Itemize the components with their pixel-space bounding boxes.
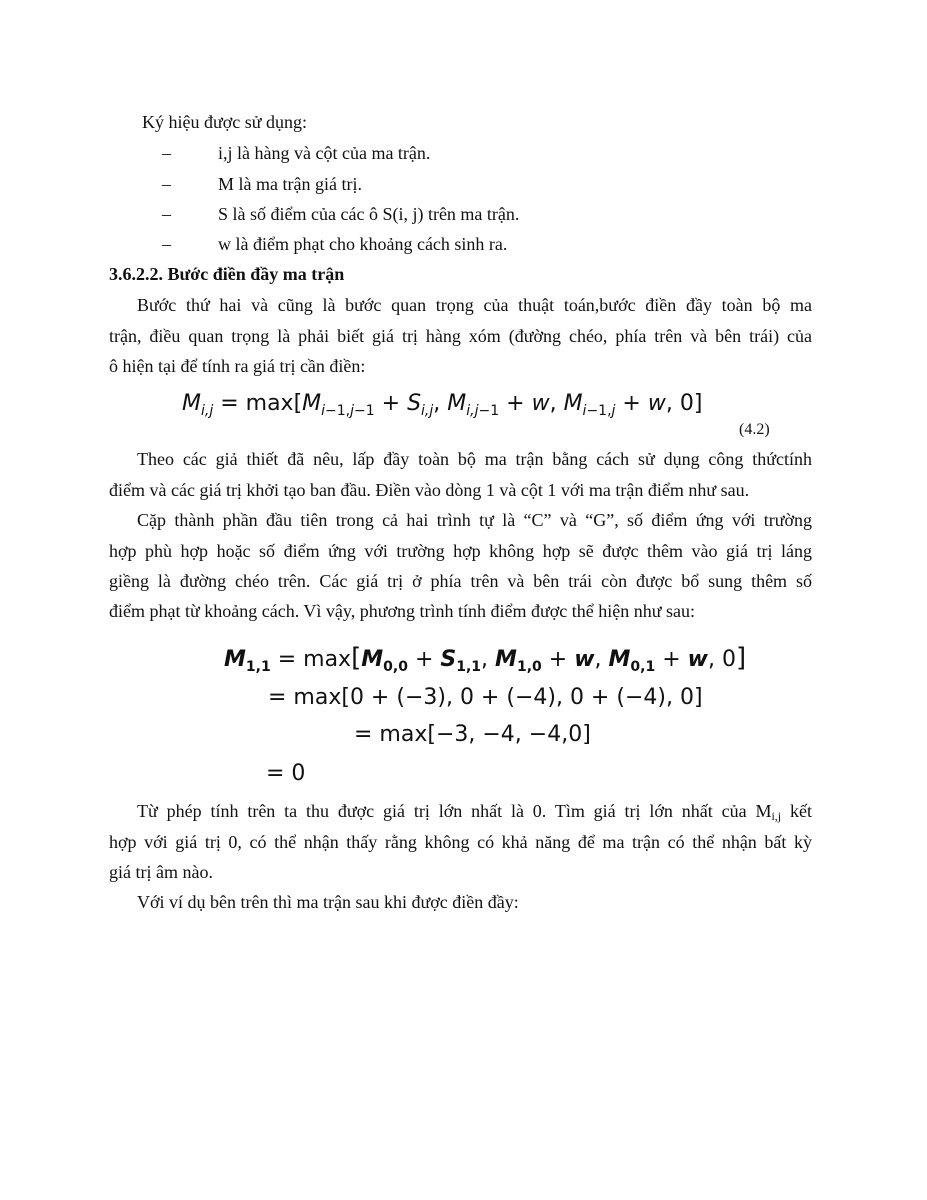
bullet-dash: – <box>162 174 171 194</box>
paragraph-line: hợp với giá trị 0, có thể nhận thấy rằng không có khả năng để ma trận có thể nhận bất kỳ <box>109 832 812 852</box>
paragraph-line: điểm phạt từ khoảng cách. Vì vậy, phương trình tính điểm được thể hiện như sau: <box>109 601 695 621</box>
paragraph-line: hợp phù hợp hoặc số điểm ứng với trường hợp không hợp sẽ được thêm vào giá trị láng <box>109 541 812 561</box>
calc-line-2: = max[0 + (−3), 0 + (−4), 0 + (−4), 0] <box>268 685 703 710</box>
para4-text: Từ phép tính trên ta thu được giá trị lớn nhất là 0. Tìm giá trị lớn nhất của M <box>137 801 772 821</box>
bullet-dash: – <box>162 143 171 163</box>
paragraph-line: trận, điều quan trọng là phải biết giá trị hàng xóm (đường chéo, phía trên và bên trái) của <box>109 326 812 346</box>
bullet-item: i,j là hàng và cột của ma trận. <box>218 143 431 163</box>
paragraph-line: Theo các giả thiết đã nêu, lấp đầy toàn bộ ma trận bằng cách sử dụng công thứctính <box>137 449 812 469</box>
bullet-item: M là ma trận giá trị. <box>218 174 362 194</box>
calc-line-3: = max[−3, −4, −4,0] <box>354 722 591 747</box>
equation-number: (4.2) <box>739 421 770 438</box>
paragraph-line: Với ví dụ bên trên thì ma trận sau khi được điền đầy: <box>137 892 519 912</box>
paragraph-line: điểm và các giá trị khởi tạo ban đầu. Điền vào dòng 1 và cột 1 với ma trận điểm như sau. <box>109 480 750 500</box>
bullet-item: S là số điểm của các ô S(i, j) trên ma trận. <box>218 204 520 224</box>
calc-line-1: $M_{1,1} = \max[M_{0,0} + S_{1,1}$, $M_{1,0} + w$, $M_{0,1} + w$, 0] <box>224 643 747 675</box>
para4-text-end: kết <box>781 801 812 821</box>
para4-subscript: i,j <box>771 809 782 823</box>
bullet-dash: – <box>162 234 171 254</box>
bullet-item: w là điểm phạt cho khoảng cách sinh ra. <box>218 234 508 254</box>
paragraph-line: ô hiện tại để tính ra giá trị cần điền: <box>109 356 366 376</box>
paragraph-line <box>109 799 812 823</box>
paragraph-line: Cặp thành phần đầu tiên trong cả hai trình tự là “C” và “G”, số điểm ứng với trường <box>137 510 812 530</box>
paragraph-line: giá trị âm nào. <box>109 862 213 882</box>
equation-4-2: $M_{i,j} = \max[M_{i-1,j-1} + S_{i,j}$, $M_{i,j-1} + w$, $M_{i-1,j} + w$, 0] <box>182 391 703 419</box>
bullet-dash: – <box>162 204 171 224</box>
section-heading: 3.6.2.2. Bước điền đầy ma trận <box>109 264 345 284</box>
paragraph-line: giềng là đường chéo trên. Các giá trị ở phía trên và bên trái còn được bổ sung thêm số <box>109 571 812 591</box>
paragraph-line: Bước thứ hai và cũng là bước quan trọng của thuật toán,bước điền đầy toàn bộ ma <box>137 295 812 315</box>
notation-title: Ký hiệu được sử dụng: <box>142 112 308 132</box>
calc-line-4: = 0 <box>266 761 306 786</box>
